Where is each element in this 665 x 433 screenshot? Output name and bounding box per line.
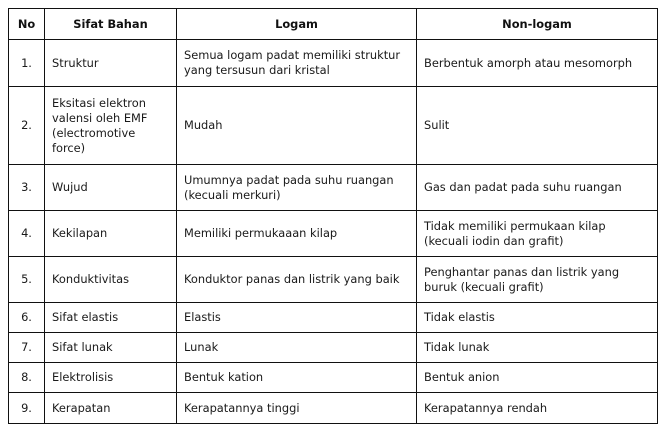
cell-no: 8.	[9, 363, 45, 393]
cell-no: 2.	[9, 87, 45, 165]
cell-non-logam: Berbentuk amorph atau mesomorph	[417, 40, 658, 87]
cell-no: 6.	[9, 303, 45, 333]
cell-logam: Bentuk kation	[177, 363, 417, 393]
cell-sifat: Kerapatan	[45, 393, 177, 424]
table-header-row	[9, 9, 658, 40]
cell-non-logam: Gas dan padat pada suhu ruangan	[417, 165, 658, 211]
cell-non-logam: Tidak lunak	[417, 333, 658, 363]
cell-logam: Lunak	[177, 333, 417, 363]
cell-logam: Kerapatannya tinggi	[177, 393, 417, 424]
cell-non-logam: Tidak elastis	[417, 303, 658, 333]
cell-logam: Konduktor panas dan listrik yang baik	[177, 257, 417, 303]
table-row	[9, 393, 658, 424]
cell-sifat: Eksitasi elektron valensi oleh EMF (electromotive force)	[45, 87, 177, 165]
cell-sifat: Sifat lunak	[45, 333, 177, 363]
comparison-table	[8, 8, 658, 424]
cell-no: 1.	[9, 40, 45, 87]
table-row	[9, 211, 658, 257]
table-row	[9, 165, 658, 211]
cell-sifat: Konduktivitas	[45, 257, 177, 303]
cell-logam: Elastis	[177, 303, 417, 333]
cell-no: 7.	[9, 333, 45, 363]
cell-sifat: Elektrolisis	[45, 363, 177, 393]
table-row	[9, 333, 658, 363]
cell-sifat: Struktur	[45, 40, 177, 87]
header-non-logam: Non-logam	[417, 9, 658, 40]
cell-no: 3.	[9, 165, 45, 211]
cell-logam: Umumnya padat pada suhu ruangan (kecuali merkuri)	[177, 165, 417, 211]
header-sifat-bahan: Sifat Bahan	[45, 9, 177, 40]
cell-no: 5.	[9, 257, 45, 303]
cell-non-logam: Bentuk anion	[417, 363, 658, 393]
cell-sifat: Wujud	[45, 165, 177, 211]
cell-non-logam: Tidak memiliki permukaan kilap (kecuali iodin dan grafit)	[417, 211, 658, 257]
cell-non-logam: Sulit	[417, 87, 658, 165]
table-row	[9, 87, 658, 165]
table-row	[9, 40, 658, 87]
cell-no: 4.	[9, 211, 45, 257]
header-no: No	[9, 9, 45, 40]
cell-logam: Memiliki permukaaan kilap	[177, 211, 417, 257]
cell-no: 9.	[9, 393, 45, 424]
cell-non-logam: Penghantar panas dan listrik yang buruk (kecuali grafit)	[417, 257, 658, 303]
table-row	[9, 257, 658, 303]
cell-sifat: Sifat elastis	[45, 303, 177, 333]
table-row	[9, 303, 658, 333]
table-row	[9, 363, 658, 393]
header-logam: Logam	[177, 9, 417, 40]
cell-sifat: Kekilapan	[45, 211, 177, 257]
cell-non-logam: Kerapatannya rendah	[417, 393, 658, 424]
cell-logam: Mudah	[177, 87, 417, 165]
cell-logam: Semua logam padat memiliki struktur yang tersusun dari kristal	[177, 40, 417, 87]
